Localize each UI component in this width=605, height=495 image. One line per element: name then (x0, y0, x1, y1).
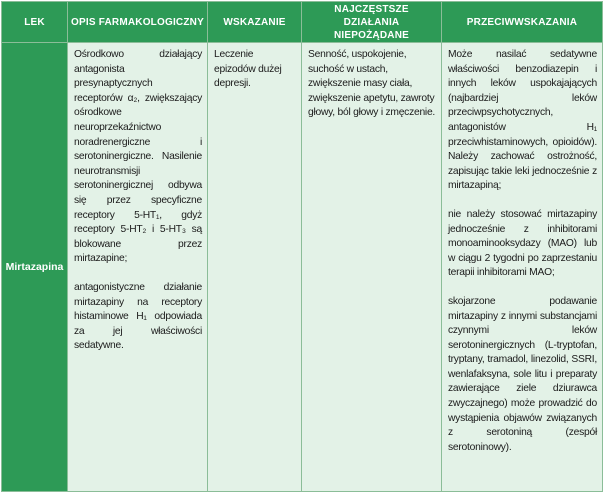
indication-cell (208, 43, 302, 492)
drug-name-cell: Mirtazapina (2, 43, 68, 492)
contraindication-paragraph: skojarzone podawanie mirtazapiny z innymi substancjami czynnymi leków serotoninergicznych (L-tryptofan, tryptany, tramadol, linezolid, SSRI, wenlafaksyna, sole litu i preparaty zawierające ziele dziurawca zwyczajnego) może prowadzić do wystąpienia objawów związanych z serotoniną (zespół serotoninowy). (448, 295, 597, 453)
header-side-effects (302, 2, 442, 43)
mechanism-cell (68, 43, 208, 492)
header-row (2, 2, 603, 43)
header-mechanism: OPIS FARMAKOLOGICZNY (68, 2, 208, 43)
side-effects-cell (302, 43, 442, 492)
drug-table (1, 1, 603, 492)
header-indication: WSKAZANIE (208, 2, 302, 43)
mechanism-paragraph: Ośrodkowo działający antagonista presynaptycznych receptorów α₂, zwiększający ośrodkowe neuroprzekaźnictwo noradrenergiczne i serotoninergiczne. Nasilenie neurotransmisji serotoninergicznej odbywa się przez specyficzne receptory 5-HT₁, gdyż receptory 5-HT₂ i 5-HT₃ są blokowane przez mirtazapine; (74, 49, 202, 265)
header-side-effects-label: NAJCZĘSTSZE DZIAŁANIA NIEPOŻĄDANE (334, 3, 409, 41)
indication-text: Leczenie epizodów dużej depresji. (214, 49, 282, 90)
mechanism-paragraph: antagonistyczne działanie mirtazapiny na receptory histaminowe H₁ odpowiada za jej właściwości sedatywne. (74, 281, 202, 352)
header-drug: LEK (2, 2, 68, 43)
side-effects-text: Senność, uspokojenie, suchość w ustach, zwiększenie masy ciała, zwiększenie apetytu, zawroty głowy, ból głowy i zmęczenie. (308, 49, 436, 119)
contraindications-cell (442, 43, 603, 492)
contraindication-paragraph: Może nasilać sedatywne właściwości benzodiazepin i innych leków uspokajających (najbardziej leków przeciwpsychotycznych, antagonistów H₁ przeciwhistaminowych, opioidów). Należy zachować ostrożność, zapisując takie leki jednocześnie z mirtazapiną; (448, 49, 597, 192)
table-row (2, 43, 603, 492)
contraindication-paragraph: nie należy stosować mirtazapiny jednocześnie z inhibitorami monoaminooksydazy (MAO) lub w ciągu 2 tygodni po zaprzestaniu terapii inhibitorami MAO; (448, 208, 597, 279)
header-contraindications: PRZECIWWSKAZANIA (442, 2, 603, 43)
